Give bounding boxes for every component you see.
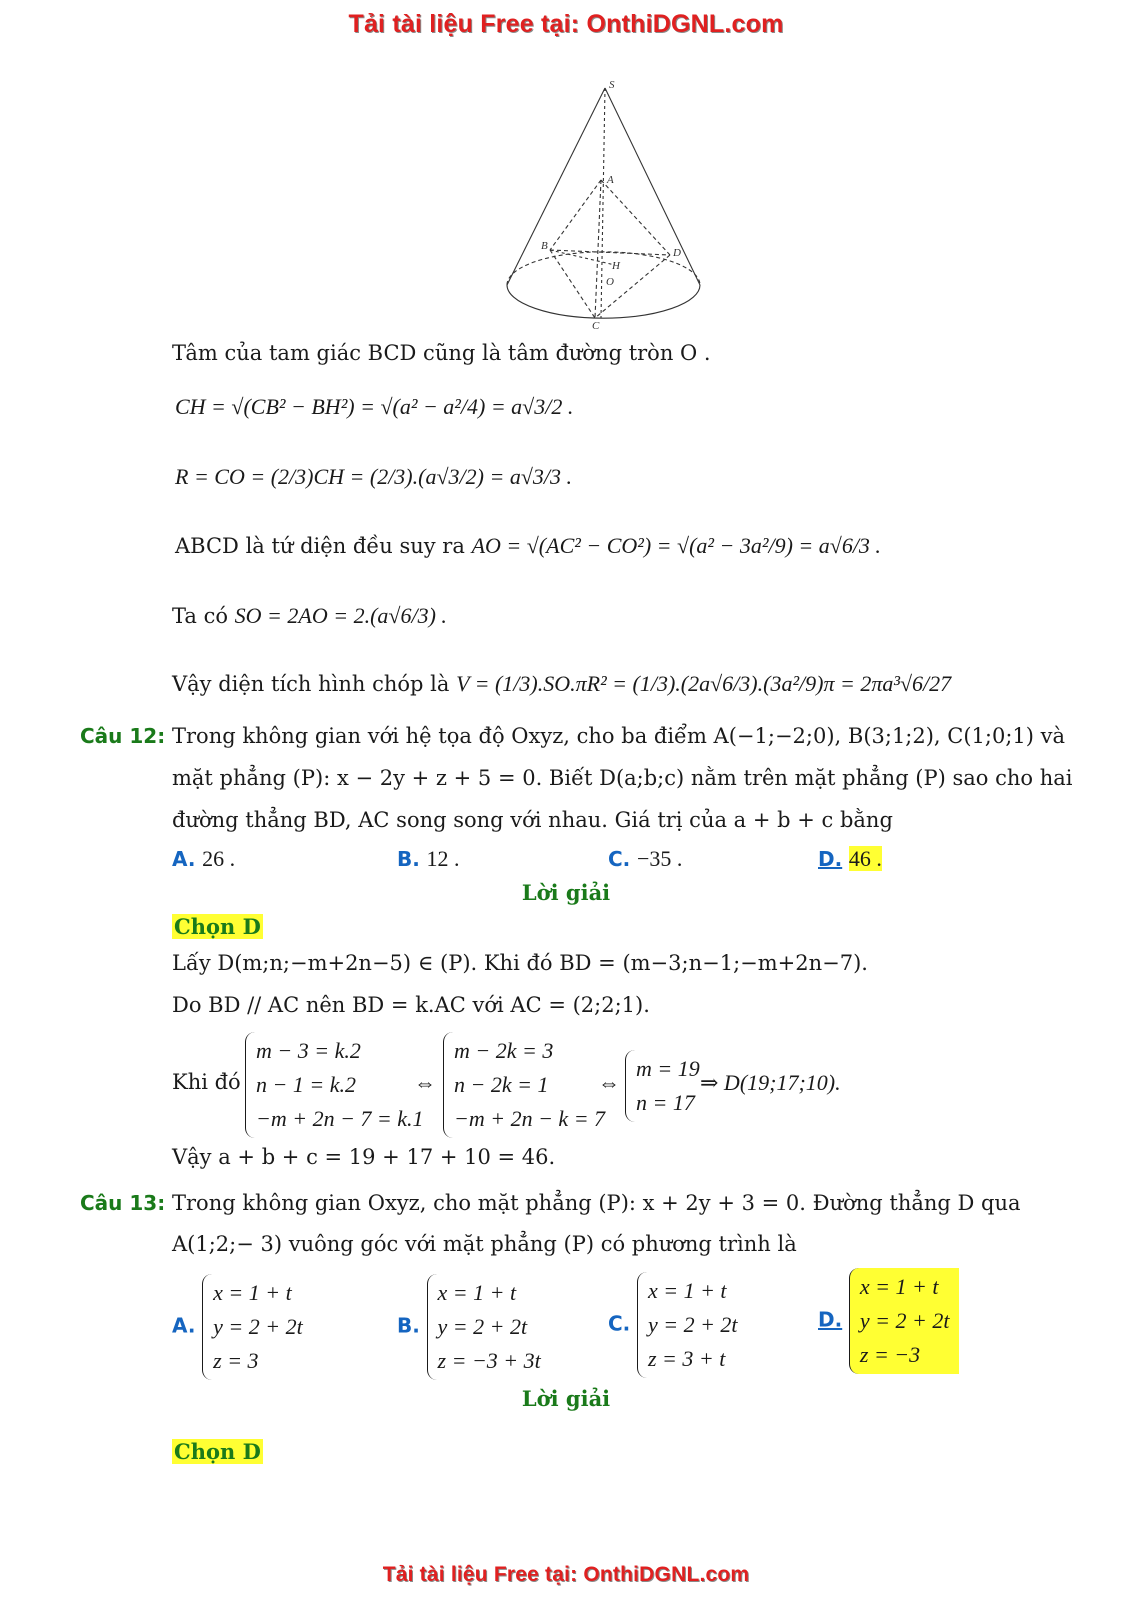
watermark-bottom: Tải tài liệu Free tại: OnthiDGNL.com [382, 1563, 750, 1586]
sys1-row: m − 3 = k.2 [256, 1038, 361, 1063]
q13-solution-title: Lời giải [521, 1386, 611, 1411]
option-row: y = 2 + 2t [437, 1314, 528, 1340]
option-row: z = −3 + 3t [437, 1348, 541, 1374]
q13-option-d[interactable] [818, 1268, 959, 1374]
v-prefix: Vậy diện tích hình chóp là [172, 672, 450, 696]
option-row-correct: y = 2 + 2t [859, 1308, 950, 1334]
option-row: y = 2 + 2t [647, 1312, 738, 1338]
q12-option-b[interactable] [397, 846, 460, 872]
option-letter: B. [397, 1313, 420, 1338]
sys2-row: −m + 2n − k = 7 [454, 1106, 606, 1132]
q12-sol1: Lấy D(m;n;−m+2n−5) ∈ (P). Khi đó BD = (m−3;n−1;−m+2n−7). [172, 951, 868, 975]
option-letter: A. [172, 847, 196, 871]
q13-line1: Trong không gian Oxyz, cho mặt phẳng (P): x + 2y + 3 = 0. Đường thẳng D qua [172, 1191, 1021, 1215]
q13-label: Câu 13: [80, 1191, 166, 1215]
q12-system-1 [245, 1032, 430, 1138]
q12-system-3 [625, 1050, 706, 1122]
q13-option-c[interactable] [608, 1272, 744, 1378]
option-row: y = 2 + 2t [213, 1314, 303, 1340]
q12-line3: đường thẳng BD, AC song song với nhau. Giá trị của a + b + c bằng [172, 808, 893, 832]
option-row-correct: x = 1 + t [859, 1274, 939, 1299]
option-letter: B. [397, 847, 420, 871]
label-h: H [612, 260, 620, 272]
q12-line2: mặt phẳng (P): x − 2y + z + 5 = 0. Biết D(a;b;c) nằm trên mặt phẳng (P) sao cho hai [172, 766, 1073, 790]
option-letter: A. [172, 1313, 196, 1338]
option-row: z = 3 [213, 1348, 259, 1374]
ao-formula: AO = √(AC² − CO²) = √(a² − 3a²/9) = a√6/3 . [471, 533, 881, 558]
cone-tetrahedron-figure [495, 75, 715, 335]
sys2-row: n − 2k = 1 [454, 1072, 549, 1098]
ch-formula: CH = √(CB² − BH²) = √(a² − a²/4) = a√3/2 . [175, 394, 574, 419]
label-b: B [541, 240, 548, 252]
q13-line2: A(1;2;− 3) vuông góc với mặt phẳng (P) có phương trình là [172, 1232, 797, 1256]
q12-option-c[interactable] [608, 846, 682, 872]
label-a: A [607, 174, 614, 186]
so-prefix: Ta có [172, 604, 228, 628]
option-letter: C. [608, 847, 631, 871]
q12-sol4: Vậy a + b + c = 19 + 17 + 10 = 46. [172, 1145, 556, 1169]
q13-option-a[interactable] [172, 1274, 309, 1380]
label-o: O [606, 276, 614, 288]
sys1-row: n − 1 = k.2 [256, 1072, 356, 1098]
option-text: −35 . [636, 846, 683, 871]
option-text-correct: 46 . [848, 846, 882, 871]
watermark-top: Tải tài liệu Free tại: OnthiDGNL.com [348, 10, 784, 38]
sys2-row: m − 2k = 3 [454, 1038, 554, 1063]
option-letter: C. [608, 1311, 631, 1336]
q12-result: ⇒ D(19;17;10). [700, 1070, 841, 1095]
option-letter: D. [818, 847, 843, 871]
sys3-row: m = 19 [636, 1056, 700, 1081]
v-formula: V = (1/3).SO.πR² = (1/3).(2a√6/3).(3a²/9)π = 2πa³√6/27 [456, 671, 952, 696]
r-formula: R = CO = (2/3)CH = (2/3).(a√3/2) = a√3/3 . [175, 464, 572, 489]
sys3-row: n = 17 [636, 1090, 695, 1116]
q12-option-d[interactable] [818, 846, 882, 872]
equiv-sign-2: ⇔ [598, 1070, 620, 1095]
q13-chosen-answer: Chọn D [174, 1439, 261, 1464]
option-row: x = 1 + t [437, 1280, 517, 1305]
equiv-sign-1: ⇔ [414, 1070, 436, 1095]
option-row: x = 1 + t [213, 1280, 292, 1305]
q12-solution-title: Lời giải [521, 880, 611, 905]
option-text: 12 . [426, 846, 460, 871]
q12-sol2: Do BD // AC nên BD = k.AC với AC = (2;2;1). [172, 993, 650, 1017]
sys1-row: −m + 2n − 7 = k.1 [256, 1106, 424, 1132]
label-c: C [592, 320, 600, 332]
q13-option-b[interactable] [397, 1274, 547, 1380]
option-row-correct: z = −3 [859, 1342, 921, 1368]
ao-prefix: ABCD là tứ diện đều suy ra [175, 534, 465, 558]
v-line [172, 671, 951, 697]
label-s: S [609, 79, 615, 91]
ao-line [175, 533, 881, 559]
option-row: x = 1 + t [647, 1278, 727, 1303]
q12-system-2 [443, 1032, 611, 1138]
option-text: 26 . [202, 846, 236, 871]
q12-line1: Trong không gian với hệ tọa độ Oxyz, cho ba điểm A(−1;−2;0), B(3;1;2), C(1;0;1) và [172, 724, 1066, 748]
label-d: D [673, 247, 681, 259]
so-line [172, 603, 447, 629]
q12-option-a[interactable] [172, 846, 235, 872]
option-row: z = 3 + t [647, 1346, 726, 1372]
prev-solution-line1: Tâm của tam giác BCD cũng là tâm đường tròn O . [172, 341, 711, 365]
so-formula: SO = 2AO = 2.(a√6/3) . [234, 603, 447, 628]
q12-label: Câu 12: [80, 724, 166, 748]
q12-chosen-answer: Chọn D [174, 914, 261, 939]
option-letter: D. [818, 1307, 843, 1332]
q12-sol3-prefix: Khi đó [172, 1070, 241, 1094]
